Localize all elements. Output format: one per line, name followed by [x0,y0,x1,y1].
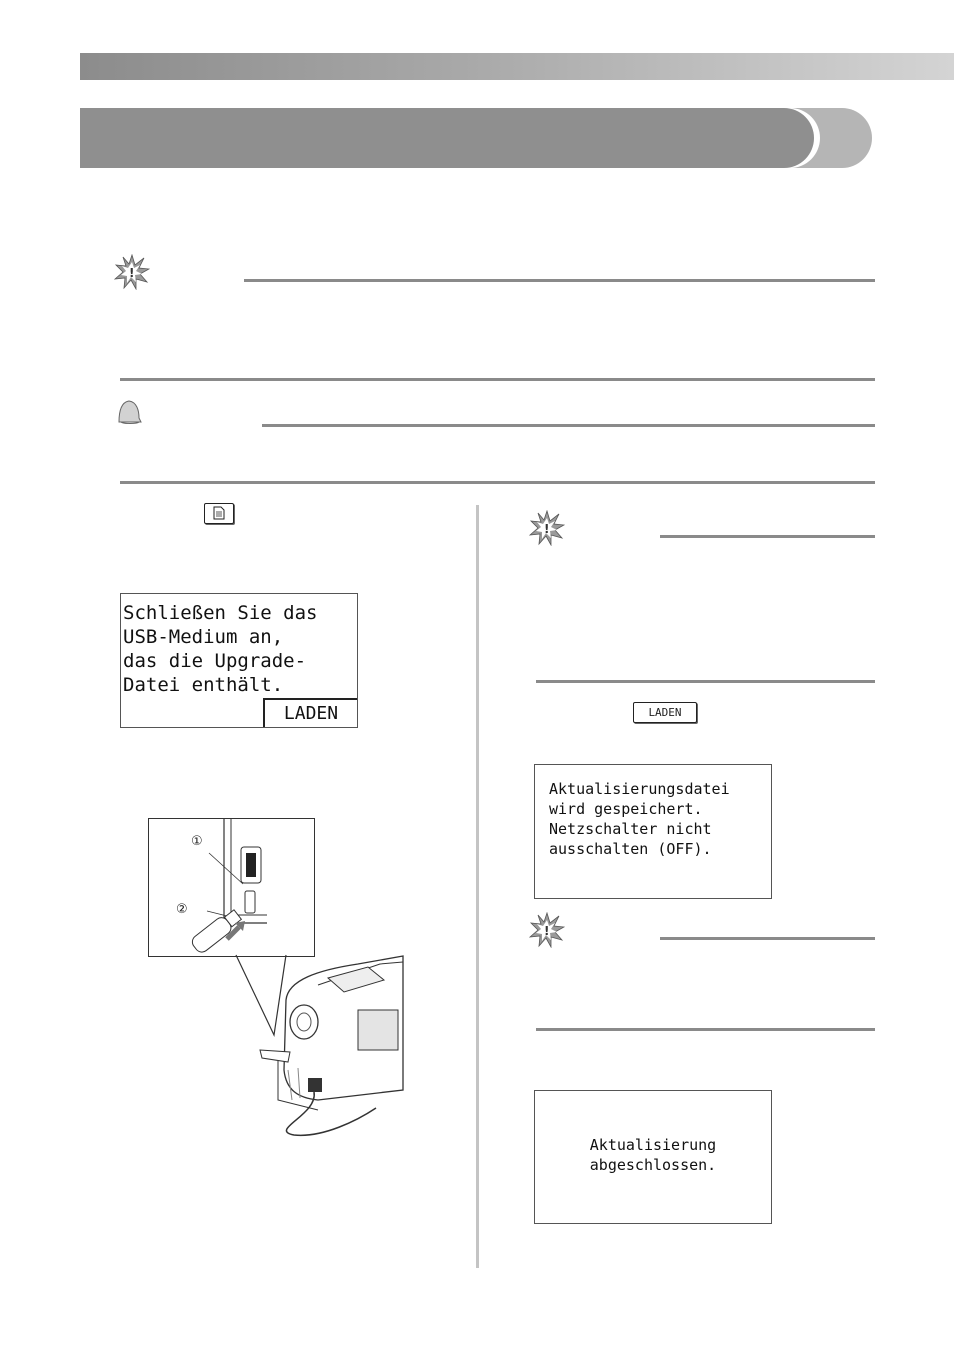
lcd-line: das die Upgrade- [123,650,307,672]
important-burst-icon [529,912,565,948]
usb-port-closeup [148,818,315,957]
important-top-rule [244,279,875,282]
lcd-update-complete [534,1090,772,1224]
laden-key[interactable]: LADEN [633,702,697,723]
lcd-line: abgeschlossen. [589,1156,717,1174]
memo-bottom-rule [120,481,875,484]
important-burst-icon [114,254,150,290]
svg-text:!: ! [544,522,550,536]
svg-text:!: ! [129,266,135,280]
usb-port-drawing [149,819,314,956]
lcd-complete-text [535,1135,771,1175]
lcd-line: ausschalten (OFF). [549,840,712,858]
lcd-line: Aktualisierung [589,1136,717,1154]
important-burst-icon [529,510,565,546]
lcd-line: Datei enthält. [123,674,284,696]
lcd-line: Aktualisierungsdatei [549,780,730,798]
column-divider [476,505,479,1268]
lcd-insert-usb [120,593,358,728]
lcd-line: wird gespeichert. [549,800,703,818]
memo-top-rule [262,424,875,427]
important-bottom-rule [536,680,875,683]
callout-1: ① [191,834,203,849]
file-icon [213,506,225,520]
lcd-line: USB-Medium an, [123,626,284,648]
title-band [80,108,814,168]
callout-2: ② [176,902,188,917]
lcd-insert-usb-text [123,601,317,697]
header-bar [80,53,954,80]
important-bottom-rule [120,378,875,381]
svg-text:!: ! [544,924,550,938]
lcd-line: Schließen Sie das [123,602,318,624]
important-bottom-rule [536,1028,875,1031]
sewing-machine-drawing [148,940,408,1140]
lcd-saving-update [534,764,772,899]
file-button[interactable] [204,503,234,524]
important-top-rule [660,535,875,538]
lcd-laden-button[interactable]: LADEN [263,698,357,727]
lcd-saving-text [549,779,730,859]
lcd-line: Netzschalter nicht [549,820,712,838]
important-top-rule [660,937,875,940]
bell-memo-icon [112,396,144,428]
